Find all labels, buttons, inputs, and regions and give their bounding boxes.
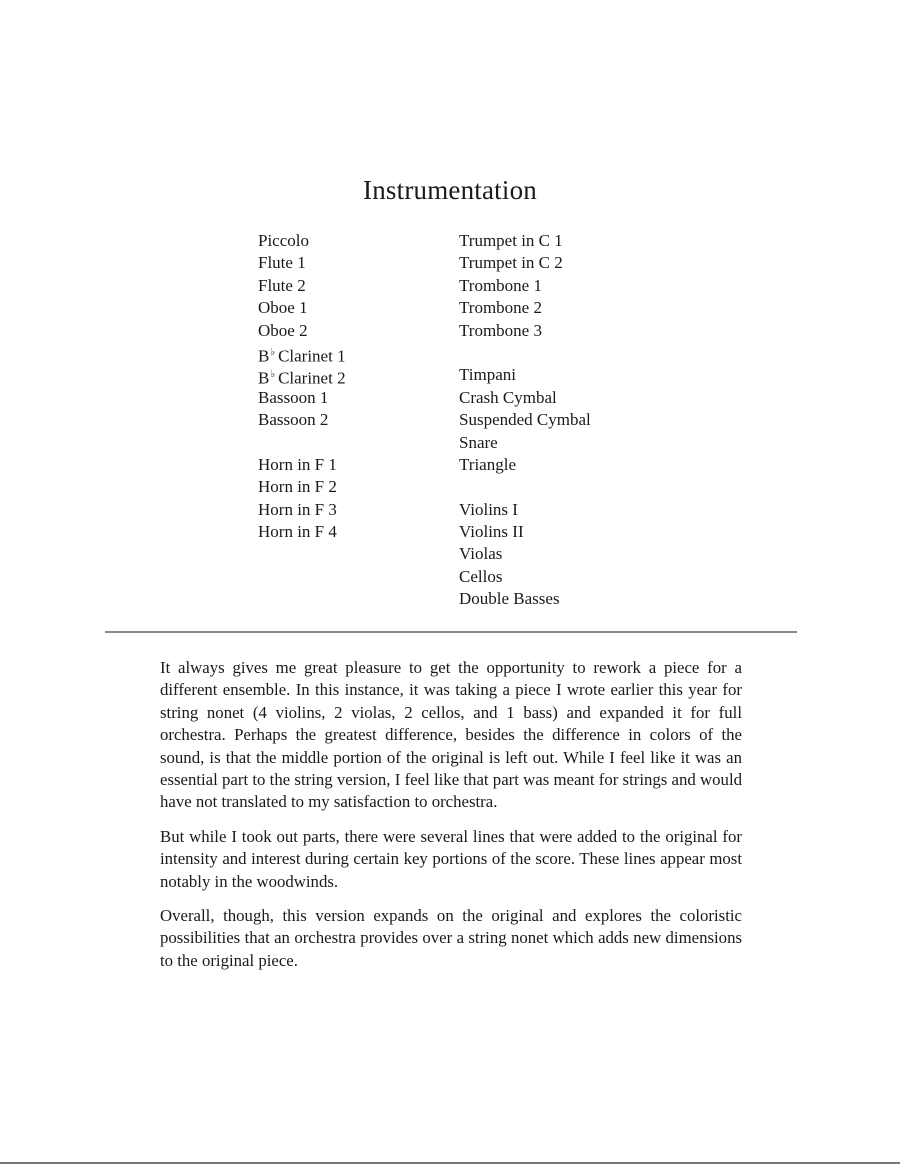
instrument-label: Clarinet 1 xyxy=(278,346,346,366)
flat-sign: ♭ xyxy=(270,369,276,381)
instrument-label: Horn in F 1 xyxy=(258,454,337,474)
instrument-item xyxy=(258,252,346,274)
instrument-item xyxy=(459,409,591,431)
instrument-label: Flute 1 xyxy=(258,253,306,273)
instrument-label: Suspended Cymbal xyxy=(459,410,591,430)
instrument-item xyxy=(459,454,591,476)
instrument-label: Horn in F 2 xyxy=(258,477,337,497)
instrument-label: Horn in F 4 xyxy=(258,522,337,542)
instrument-label: Cellos xyxy=(459,566,503,586)
instrument-list-right xyxy=(459,230,591,611)
instrument-item xyxy=(258,320,346,342)
divider xyxy=(105,631,797,633)
instrument-item xyxy=(459,543,591,565)
instrument-key: B xyxy=(258,346,270,366)
instrument-label: Piccolo xyxy=(258,231,309,250)
notes-paragraph: But while I took out parts, there were several lines that were added to the original for intensity and interest during certain key portions of the score. These lines appear most notably in the woodwinds. xyxy=(160,826,742,891)
instrument-item xyxy=(459,275,591,297)
instrument-label: Triangle xyxy=(459,454,516,474)
instrument-label: Oboe 1 xyxy=(258,298,308,318)
instrument-item xyxy=(459,320,591,342)
instrument-label: Crash Cymbal xyxy=(459,387,557,407)
list-spacer xyxy=(459,342,591,364)
instrument-label: Violas xyxy=(459,544,503,564)
instrument-item xyxy=(258,409,346,431)
instrument-item xyxy=(258,364,346,386)
notes-paragraph: Overall, though, this version expands on the original and explores the coloristic possibilities that an orchestra provides over a string nonet which adds new dimensions to the original piece. xyxy=(160,906,742,970)
instrument-list-left xyxy=(258,230,346,543)
instrument-item xyxy=(459,588,591,610)
instrument-item xyxy=(459,387,591,409)
instrument-label: Trombone 1 xyxy=(459,275,542,295)
instrument-label: Timpani xyxy=(459,365,517,385)
list-spacer xyxy=(459,476,591,498)
instrument-item xyxy=(258,454,346,476)
instrument-item xyxy=(459,499,591,521)
instrument-label: Bassoon 2 xyxy=(258,410,329,430)
instrument-label: Double Basses xyxy=(459,589,560,609)
instrument-item xyxy=(459,297,591,319)
instrument-item xyxy=(258,342,346,364)
instrument-label: Trombone 2 xyxy=(459,298,542,318)
instrument-item xyxy=(258,297,346,319)
instrument-item xyxy=(459,566,591,588)
instrument-label: Trumpet in C 2 xyxy=(459,253,563,273)
instrument-label: Trumpet in C 1 xyxy=(459,231,563,250)
instrument-item xyxy=(258,275,346,297)
instrument-item xyxy=(459,252,591,274)
program-notes xyxy=(160,657,742,984)
instrument-label: Horn in F 3 xyxy=(258,499,337,519)
instrument-key: B xyxy=(258,369,270,388)
instrument-label: Oboe 2 xyxy=(258,320,308,340)
instrument-item xyxy=(258,476,346,498)
list-spacer xyxy=(258,432,346,454)
page-title: Instrumentation xyxy=(363,175,537,205)
instrument-label: Violins I xyxy=(459,499,518,519)
notes-paragraph: It always gives me great pleasure to get the opportunity to rework a piece for a different ensemble. In this instance, it was taking a piece I wrote earlier this year for string nonet (4 violins, 2 violas, 2 cellos, and 1 bass) and expanded it for full orchestra. Perhaps the greatest difference, besides the difference in colors of the sound, is that the middle portion of the original is left out. While I feel like it was an essential part to the string version, I feel like that part was meant for strings and would have not translated to my satisfaction to orchestra. xyxy=(160,658,742,812)
instrument-label: Snare xyxy=(459,432,498,452)
instrument-item xyxy=(258,521,346,543)
instrument-label: Flute 2 xyxy=(258,275,306,295)
instrument-item xyxy=(459,521,591,543)
instrument-item xyxy=(258,230,346,252)
instrument-label: Trombone 3 xyxy=(459,320,542,340)
flat-sign: ♭ xyxy=(270,346,276,358)
instrument-item xyxy=(459,230,591,252)
instrument-item xyxy=(258,499,346,521)
instrument-label: Violins II xyxy=(459,522,524,542)
instrument-item xyxy=(459,432,591,454)
instrument-item xyxy=(258,387,346,409)
instrument-label: Bassoon 1 xyxy=(258,387,329,407)
instrument-item xyxy=(459,364,591,386)
instrument-label: Clarinet 2 xyxy=(278,369,346,388)
